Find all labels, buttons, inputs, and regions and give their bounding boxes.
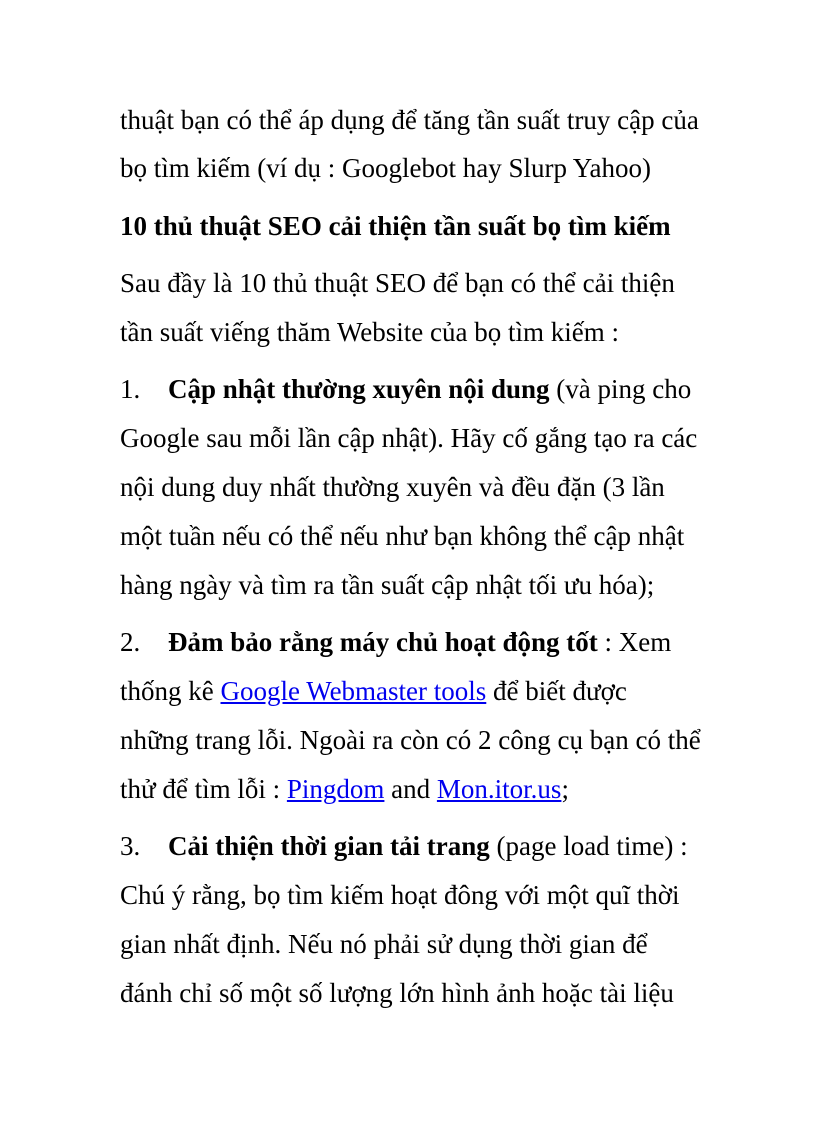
list-item-number: 2. (120, 627, 141, 657)
list-item-text: (và ping cho (549, 374, 692, 404)
list-item-text: (page load time) : (489, 831, 688, 861)
lead-line-1: Sau đầy là 10 thủ thuật SEO để bạn có thể cải thiện (120, 268, 675, 298)
list-item-text: để biết được (486, 676, 627, 706)
list-item-1-line-4: một tuần nếu có thể nếu như bạn không thể cập nhật (120, 521, 685, 551)
monitor-us-link[interactable]: Mon.itor.us (436, 774, 562, 804)
list-item-text: : Xem (597, 627, 672, 657)
intro-line-2: bọ tìm kiếm (ví dụ : Googlebot hay Slurp Yahoo) (120, 153, 651, 183)
list-item-1-line-5: hàng ngày và tìm ra tần suất cập nhật tối ưu hóa); (120, 570, 655, 600)
pingdom-link[interactable]: Pingdom (286, 774, 385, 804)
list-item-3-line-4: đánh chỉ số một số lượng lớn hình ảnh hoặc tài liệu (120, 978, 674, 1008)
list-item-title: Cập nhật thường xuyên nội dung (168, 374, 550, 404)
list-item-1-line-2: Google sau mỗi lần cập nhật). Hãy cố gắng tạo ra các (120, 423, 698, 453)
list-item-3-first-line (120, 829, 688, 863)
list-item-2-first-line (120, 625, 671, 659)
list-item-number: 1. (120, 374, 141, 404)
list-item-2-line-4 (120, 772, 569, 806)
list-item-1-first-line (120, 372, 691, 406)
list-item-title: Cải thiện thời gian tải trang (168, 831, 490, 861)
intro-line-1: thuật bạn có thể áp dụng để tăng tần suất truy cập của (120, 105, 699, 135)
list-item-2-line-2 (120, 674, 627, 708)
list-item-text: thống kê (120, 676, 221, 706)
list-item-text: and (384, 774, 437, 804)
lead-line-2: tần suất viếng thăm Website của bọ tìm kiếm : (120, 317, 619, 347)
list-item-1-line-3: nội dung duy nhất thường xuyên và đều đặn (3 lần (120, 472, 665, 502)
list-item-3-line-2: Chú ý rằng, bọ tìm kiếm hoạt đông với một quĩ thời (120, 880, 680, 910)
section-heading: 10 thủ thuật SEO cải thiện tần suất bọ tìm kiếm (120, 211, 671, 241)
list-item-text: thử để tìm lỗi : (120, 774, 287, 804)
google-webmaster-tools-link[interactable]: Google Webmaster tools (220, 676, 487, 706)
list-item-3-line-3: gian nhất định. Nếu nó phải sử dụng thời gian để (120, 929, 648, 959)
list-item-title: Đảm bảo rằng máy chủ hoạt động tốt (168, 627, 598, 657)
list-item-2-line-3: những trang lỗi. Ngoài ra còn có 2 công cụ bạn có thể (120, 725, 701, 755)
list-item-text: ; (561, 774, 569, 804)
list-item-number: 3. (120, 831, 141, 861)
